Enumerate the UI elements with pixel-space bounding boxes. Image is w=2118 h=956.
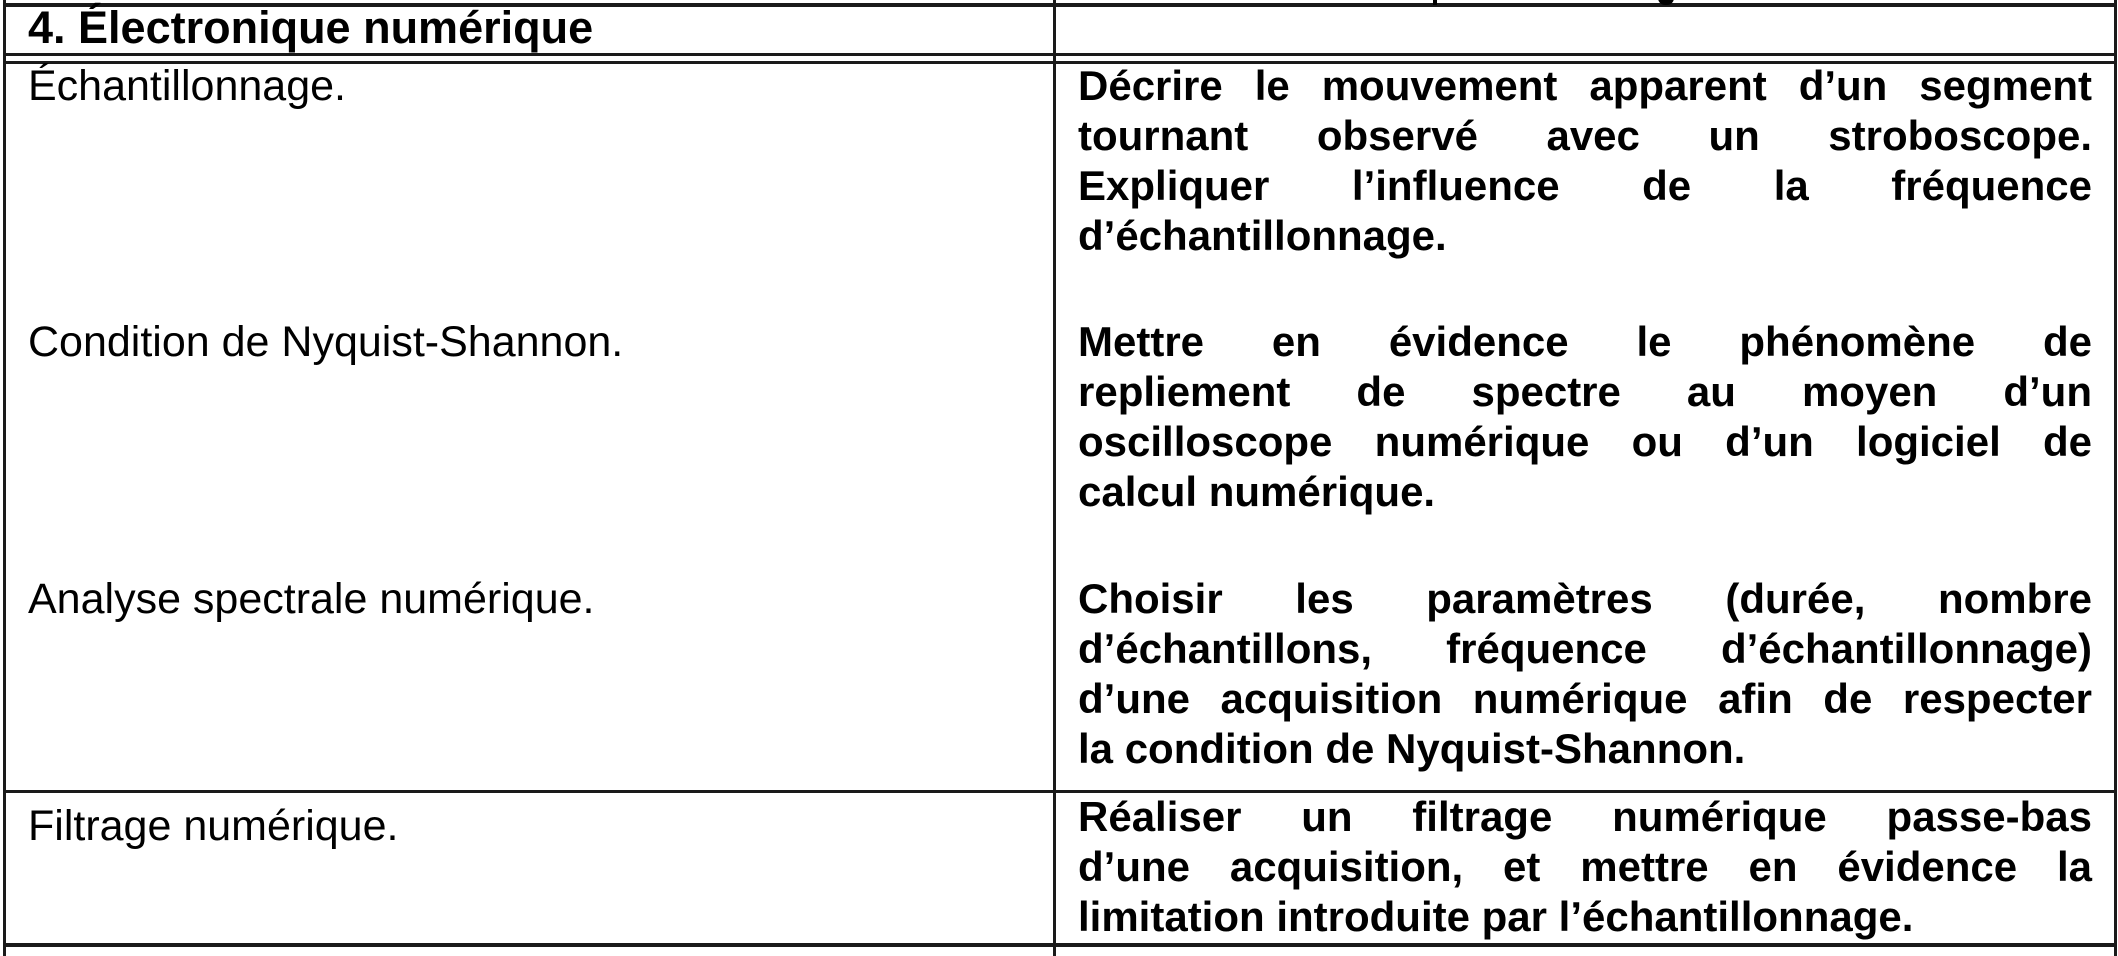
row-border-bottom bbox=[3, 943, 2117, 947]
descender-fragment-icon bbox=[1433, 0, 1437, 5]
objective-line: repliement de spectre au moyen d’un bbox=[1078, 368, 2092, 415]
objective-line: Mettre en évidence le phénomène de bbox=[1078, 318, 2092, 365]
table-border-left bbox=[3, 0, 6, 956]
objective-line: Réaliser un filtrage numérique passe-bas bbox=[1078, 793, 2092, 840]
objective-line: Décrire le mouvement apparent d’un segment bbox=[1078, 62, 2092, 109]
objective-line: d’échantillons, fréquence d’échantillonnage) bbox=[1078, 625, 2092, 672]
table-border-right bbox=[2114, 0, 2117, 956]
objective-paragraph bbox=[1078, 574, 2092, 774]
objective-line: Choisir les paramètres (durée, nombre bbox=[1078, 575, 2092, 622]
objective-line: oscilloscope numérique ou d’un logiciel de bbox=[1078, 418, 2092, 465]
topic-analyse-spectrale: Analyse spectrale numérique. bbox=[28, 575, 595, 623]
objective-line: d’une acquisition numérique afin de respecter bbox=[1078, 675, 2092, 722]
objective-line: tournant observé avec un stroboscope. bbox=[1078, 112, 2092, 159]
topic-filtrage-numerique: Filtrage numérique. bbox=[28, 802, 399, 850]
topic-echantillonnage: Échantillonnage. bbox=[28, 62, 346, 110]
objective-paragraph bbox=[1078, 792, 2092, 942]
row-border-header-bottom bbox=[3, 53, 2117, 56]
objective-line: Expliquer l’influence de la fréquence bbox=[1078, 162, 2092, 209]
objective-line: d’échantillonnage. bbox=[1078, 212, 1447, 259]
topic-nyquist-shannon: Condition de Nyquist-Shannon. bbox=[28, 318, 624, 366]
objective-paragraph bbox=[1078, 317, 2092, 517]
objective-line: limitation introduite par l’échantillonnage. bbox=[1078, 893, 1914, 940]
objective-paragraph bbox=[1078, 61, 2092, 261]
objective-line: d’une acquisition, et mettre en évidence la bbox=[1078, 843, 2092, 890]
section-title: 4. Électronique numérique bbox=[28, 2, 594, 53]
table-column-divider bbox=[1053, 0, 1056, 956]
objective-line: la condition de Nyquist-Shannon. bbox=[1078, 725, 1746, 772]
objective-line: calcul numérique. bbox=[1078, 468, 1436, 515]
